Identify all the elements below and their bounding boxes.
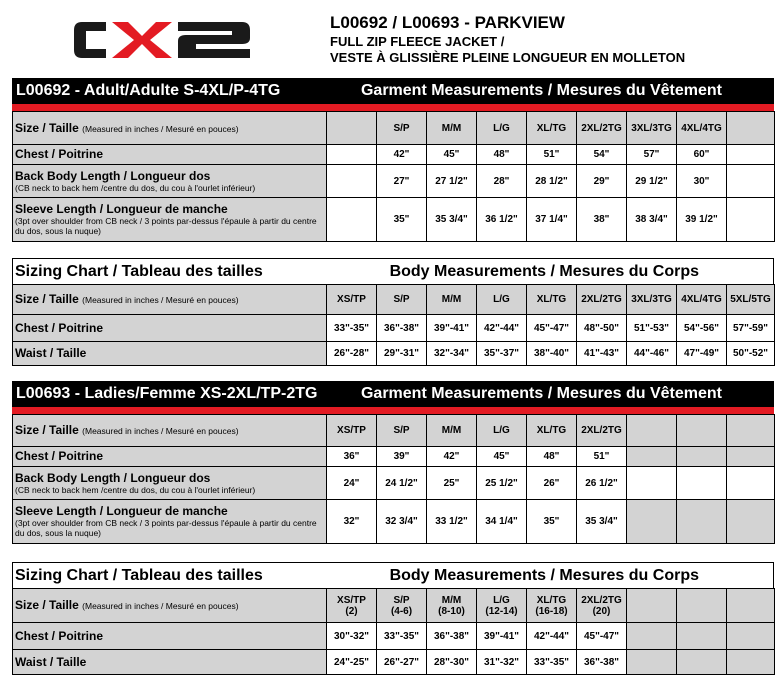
empty-cell [727, 623, 775, 650]
size-header: M/M [427, 285, 477, 315]
empty-cell [727, 447, 775, 467]
size-header: L/G [477, 415, 527, 447]
red-divider [12, 407, 774, 414]
value-cell: 33 1/2" [427, 500, 477, 544]
size-row [13, 589, 775, 623]
section-title: L00693 - Ladies/Femme XS-2XL/TP-2TG [16, 385, 318, 402]
size-label-cell: Size / Taille (Measured in inches / Mesuré en pouces) [13, 415, 327, 447]
chest-row [13, 315, 775, 342]
section-header [12, 562, 774, 588]
value-cell: 48" [527, 447, 577, 467]
empty-cell [627, 447, 677, 467]
row-label: Chest / Poitrine [13, 623, 327, 650]
red-divider [12, 104, 774, 111]
empty-cell [327, 165, 377, 198]
value-cell: 29 1/2" [627, 165, 677, 198]
value-cell: 26"-28" [327, 342, 377, 366]
value-cell: 38 3/4" [627, 198, 677, 242]
row-label: Sleeve Length / Longueur de manche (3pt over shoulder from CB neck / 3 points par-dessus l'épaule à partir du centre du dos, sous la nuque) [13, 198, 327, 242]
value-cell: 42" [377, 145, 427, 165]
value-cell: 34 1/4" [477, 500, 527, 544]
value-cell: 36 1/2" [477, 198, 527, 242]
value-cell: 28"-30" [427, 650, 477, 675]
empty-cell [677, 623, 727, 650]
chest-row [13, 145, 775, 165]
empty-cell [677, 447, 727, 467]
empty-cell [327, 145, 377, 165]
value-cell: 29"-31" [377, 342, 427, 366]
value-cell: 35" [527, 500, 577, 544]
value-cell: 57" [627, 145, 677, 165]
size-label-cell: Size / Taille (Measured in inches / Mesuré en pouces) [13, 285, 327, 315]
row-label: Back Body Length / Longueur dos (CB neck to back hem /centre du dos, du cou à l'ourlet inférieur) [13, 467, 327, 500]
sleeve-length-row [13, 500, 775, 544]
adult-body-table [12, 284, 775, 366]
value-cell: 44"-46" [627, 342, 677, 366]
value-cell: 47"-49" [677, 342, 727, 366]
size-header: XL/TG [527, 285, 577, 315]
section-header [12, 78, 774, 104]
value-cell: 45" [427, 145, 477, 165]
value-cell: 39" [377, 447, 427, 467]
empty-cell [727, 500, 775, 544]
value-cell: 25 1/2" [477, 467, 527, 500]
value-cell: 51"-53" [627, 315, 677, 342]
value-cell: 28 1/2" [527, 165, 577, 198]
size-header: 2XL/2TG [577, 112, 627, 145]
size-header: XS/TP (2) [327, 589, 377, 623]
page-subtitle-en: FULL ZIP FLEECE JACKET / [330, 34, 505, 49]
size-label-cell: Size / Taille (Measured in inches / Mesuré en pouces) [13, 589, 327, 623]
empty-cell [327, 198, 377, 242]
value-cell: 24" [327, 467, 377, 500]
empty-cell [727, 467, 775, 500]
size-header: XS/TP [327, 285, 377, 315]
row-label: Chest / Poitrine [13, 145, 327, 165]
section-subtitle: Garment Measurements / Mesures du Vêtement [360, 82, 722, 99]
size-header: 3XL/3TG [627, 112, 677, 145]
page-subtitle-fr: VESTE À GLISSIÈRE PLEINE LONGUEUR EN MOLLETON [330, 50, 686, 65]
back-length-row [13, 467, 775, 500]
adult-body-section [12, 258, 774, 366]
empty-cell [727, 165, 775, 198]
value-cell: 36"-38" [427, 623, 477, 650]
brand-logo [72, 18, 252, 62]
value-cell: 42"-44" [477, 315, 527, 342]
value-cell: 28" [477, 165, 527, 198]
size-header: L/G (12-14) [477, 589, 527, 623]
size-header: M/M [427, 112, 477, 145]
size-header: XL/TG [527, 112, 577, 145]
size-header: S/P (4-6) [377, 589, 427, 623]
size-header: S/P [377, 285, 427, 315]
value-cell: 45"-47" [577, 623, 627, 650]
empty-cell [727, 650, 775, 675]
value-cell: 33"-35" [377, 623, 427, 650]
value-cell: 30"-32" [327, 623, 377, 650]
size-header: S/P [377, 112, 427, 145]
waist-row [13, 650, 775, 675]
size-header: XL/TG [527, 415, 577, 447]
adult-garment-table [12, 111, 775, 242]
section-title: L00692 - Adult/Adulte S-4XL/P-4TG [16, 82, 281, 99]
value-cell: 39"-41" [427, 315, 477, 342]
empty-cell [327, 112, 377, 145]
size-label-cell: Size / Taille (Measured in inches / Mesuré en pouces) [13, 112, 327, 145]
empty-cell [627, 589, 677, 623]
size-header: 2XL/2TG (20) [577, 589, 627, 623]
size-header: 4XL/4TG [677, 112, 727, 145]
value-cell: 42" [427, 447, 477, 467]
ladies-garment-section [12, 381, 774, 544]
size-header: L/G [477, 285, 527, 315]
size-header: 2XL/2TG [577, 415, 627, 447]
value-cell: 35"-37" [477, 342, 527, 366]
value-cell: 39"-41" [477, 623, 527, 650]
title-block [330, 12, 685, 66]
size-row [13, 415, 775, 447]
value-cell: 48" [477, 145, 527, 165]
value-cell: 48"-50" [577, 315, 627, 342]
size-header: 5XL/5TG [727, 285, 775, 315]
empty-cell [677, 467, 727, 500]
value-cell: 51" [527, 145, 577, 165]
chest-row [13, 447, 775, 467]
value-cell: 30" [677, 165, 727, 198]
section-subtitle: Body Measurements / Mesures du Corps [389, 566, 699, 584]
value-cell: 54" [577, 145, 627, 165]
section-title: Sizing Chart / Tableau des tailles [15, 262, 263, 280]
empty-cell [727, 415, 775, 447]
value-cell: 36"-38" [577, 650, 627, 675]
section-subtitle: Garment Measurements / Mesures du Vêtement [360, 385, 722, 402]
chest-row [13, 623, 775, 650]
empty-cell [727, 589, 775, 623]
size-header: M/M [427, 415, 477, 447]
value-cell: 24"-25" [327, 650, 377, 675]
empty-cell [727, 198, 775, 242]
value-cell: 45" [477, 447, 527, 467]
empty-cell [677, 500, 727, 544]
section-title: Sizing Chart / Tableau des tailles [15, 566, 263, 584]
value-cell: 24 1/2" [377, 467, 427, 500]
row-label: Chest / Poitrine [13, 447, 327, 467]
row-label: Sleeve Length / Longueur de manche (3pt over shoulder from CB neck / 3 points par-dessus l'épaule à partir du centre du dos, sous la nuque) [13, 500, 327, 544]
value-cell: 27" [377, 165, 427, 198]
row-label: Waist / Taille [13, 342, 327, 366]
value-cell: 41"-43" [577, 342, 627, 366]
value-cell: 35 3/4" [427, 198, 477, 242]
size-header: S/P [377, 415, 427, 447]
value-cell: 36" [327, 447, 377, 467]
empty-cell [627, 500, 677, 544]
size-header: 2XL/2TG [577, 285, 627, 315]
empty-cell [627, 415, 677, 447]
value-cell: 39 1/2" [677, 198, 727, 242]
size-header: 4XL/4TG [677, 285, 727, 315]
value-cell: 25" [427, 467, 477, 500]
value-cell: 26" [527, 467, 577, 500]
ladies-garment-table [12, 414, 775, 544]
value-cell: 32"-34" [427, 342, 477, 366]
value-cell: 38"-40" [527, 342, 577, 366]
waist-row [13, 342, 775, 366]
section-subtitle: Body Measurements / Mesures du Corps [389, 262, 699, 280]
value-cell: 37 1/4" [527, 198, 577, 242]
section-header [12, 258, 774, 284]
empty-cell [727, 112, 775, 145]
size-header: XL/TG (16-18) [527, 589, 577, 623]
empty-cell [677, 589, 727, 623]
row-label: Waist / Taille [13, 650, 327, 675]
value-cell: 54"-56" [677, 315, 727, 342]
row-label: Back Body Length / Longueur dos (CB neck to back hem /centre du dos, du cou à l'ourlet inférieur) [13, 165, 327, 198]
value-cell: 31"-32" [477, 650, 527, 675]
sleeve-length-row [13, 198, 775, 242]
value-cell: 38" [577, 198, 627, 242]
size-row [13, 112, 775, 145]
row-label: Chest / Poitrine [13, 315, 327, 342]
value-cell: 35" [377, 198, 427, 242]
value-cell: 32" [327, 500, 377, 544]
empty-cell [727, 145, 775, 165]
value-cell: 27 1/2" [427, 165, 477, 198]
value-cell: 45"-47" [527, 315, 577, 342]
section-header [12, 381, 774, 407]
value-cell: 29" [577, 165, 627, 198]
empty-cell [627, 650, 677, 675]
value-cell: 42"-44" [527, 623, 577, 650]
empty-cell [627, 467, 677, 500]
value-cell: 57"-59" [727, 315, 775, 342]
size-header: L/G [477, 112, 527, 145]
empty-cell [677, 415, 727, 447]
size-header: 3XL/3TG [627, 285, 677, 315]
value-cell: 35 3/4" [577, 500, 627, 544]
value-cell: 33"-35" [327, 315, 377, 342]
ladies-body-section [12, 562, 774, 675]
back-length-row [13, 165, 775, 198]
value-cell: 50"-52" [727, 342, 775, 366]
size-row [13, 285, 775, 315]
value-cell: 26 1/2" [577, 467, 627, 500]
value-cell: 51" [577, 447, 627, 467]
value-cell: 26"-27" [377, 650, 427, 675]
value-cell: 36"-38" [377, 315, 427, 342]
size-header: XS/TP [327, 415, 377, 447]
page-title: L00692 / L00693 - PARKVIEW [330, 13, 565, 32]
empty-cell [677, 650, 727, 675]
size-header: M/M (8-10) [427, 589, 477, 623]
ladies-body-table [12, 588, 775, 675]
value-cell: 60" [677, 145, 727, 165]
adult-garment-section [12, 78, 774, 242]
value-cell: 33"-35" [527, 650, 577, 675]
empty-cell [627, 623, 677, 650]
value-cell: 32 3/4" [377, 500, 427, 544]
